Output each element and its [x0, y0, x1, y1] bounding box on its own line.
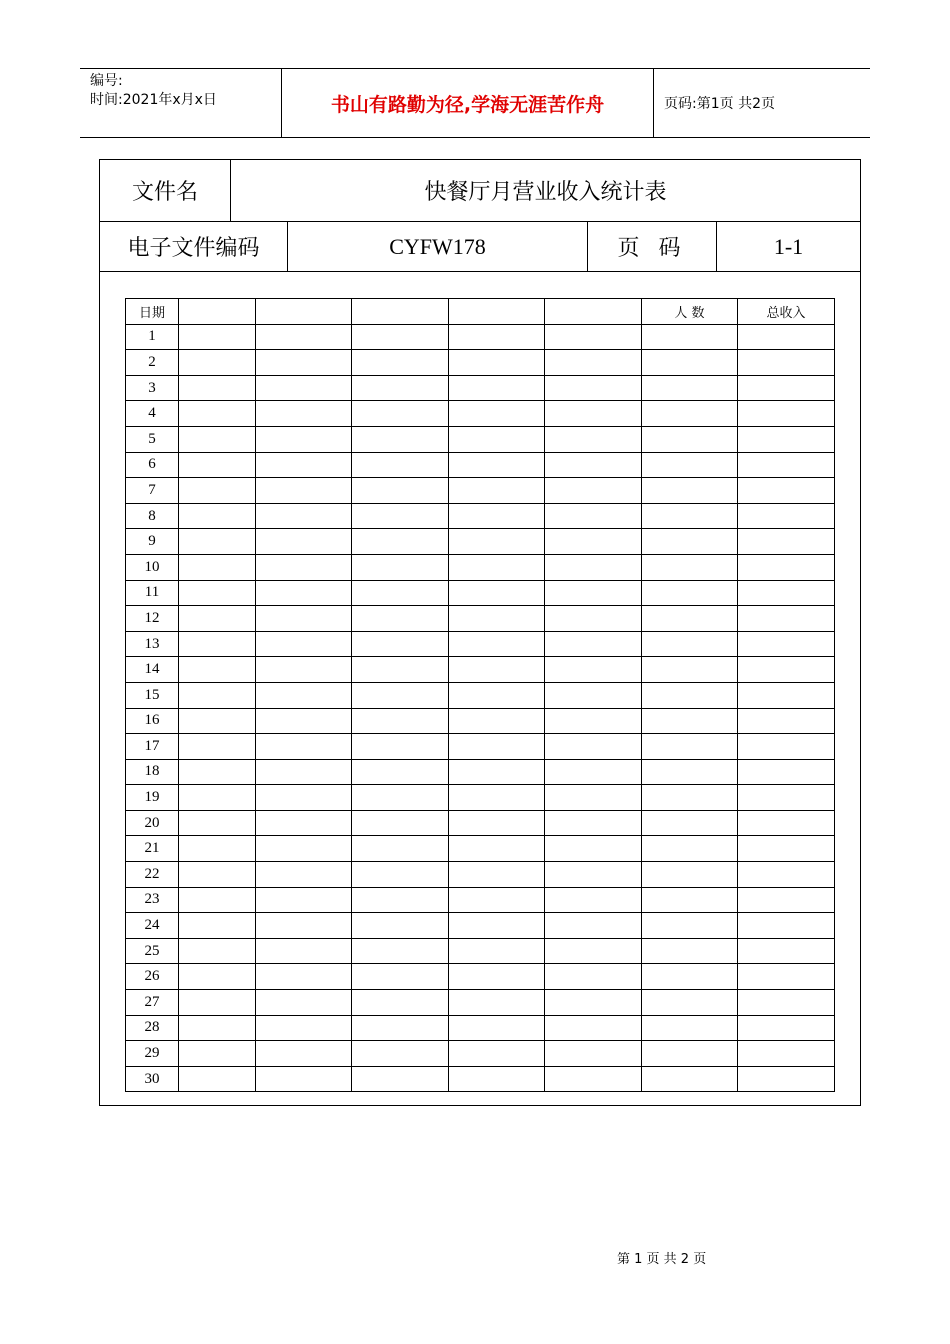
table-row — [126, 426, 835, 452]
table-row — [126, 606, 835, 632]
blank-cell[interactable] — [179, 887, 256, 913]
table-row — [126, 324, 835, 350]
total-income-cell[interactable] — [738, 810, 835, 836]
table-row — [126, 452, 835, 478]
people-count-cell[interactable] — [642, 478, 738, 504]
blank-cell[interactable] — [256, 657, 352, 683]
people-count-cell[interactable] — [642, 913, 738, 939]
blank-cell[interactable] — [256, 350, 352, 376]
blank-cell[interactable] — [256, 785, 352, 811]
blank-cell[interactable] — [256, 836, 352, 862]
date-cell: 13 — [126, 631, 179, 657]
date-cell: 9 — [126, 529, 179, 555]
blank-cell[interactable] — [179, 375, 256, 401]
blank-cell[interactable] — [352, 478, 449, 504]
blank-cell[interactable] — [545, 862, 642, 888]
blank-cell[interactable] — [545, 529, 642, 555]
table-row — [126, 887, 835, 913]
people-count-cell[interactable] — [642, 503, 738, 529]
header-blank-3 — [352, 299, 449, 325]
table-row — [126, 1066, 835, 1092]
blank-cell[interactable] — [256, 580, 352, 606]
people-count-cell[interactable] — [642, 887, 738, 913]
blank-cell[interactable] — [179, 1041, 256, 1067]
total-income-cell[interactable] — [738, 554, 835, 580]
blank-cell[interactable] — [449, 708, 545, 734]
people-count-cell[interactable] — [642, 554, 738, 580]
file-name-row — [100, 160, 860, 222]
date-cell: 2 — [126, 350, 179, 376]
blank-cell[interactable] — [449, 426, 545, 452]
time-label: 时间:2021年x月x日 — [90, 92, 217, 108]
blank-cell[interactable] — [352, 401, 449, 427]
blank-cell[interactable] — [256, 375, 352, 401]
page-header — [80, 68, 870, 138]
blank-cell[interactable] — [449, 1041, 545, 1067]
blank-cell[interactable] — [256, 324, 352, 350]
blank-cell[interactable] — [449, 1066, 545, 1092]
blank-cell[interactable] — [256, 734, 352, 760]
table-row — [126, 759, 835, 785]
blank-cell[interactable] — [352, 657, 449, 683]
people-count-cell[interactable] — [642, 708, 738, 734]
blank-cell[interactable] — [179, 657, 256, 683]
blank-cell[interactable] — [256, 1015, 352, 1041]
blank-cell[interactable] — [352, 606, 449, 632]
table-row — [126, 503, 835, 529]
blank-cell[interactable] — [352, 1066, 449, 1092]
date-cell: 19 — [126, 785, 179, 811]
statistics-form — [99, 159, 861, 1106]
blank-cell[interactable] — [449, 503, 545, 529]
date-cell: 28 — [126, 1015, 179, 1041]
blank-cell[interactable] — [256, 426, 352, 452]
blank-cell[interactable] — [179, 1066, 256, 1092]
date-cell: 16 — [126, 708, 179, 734]
total-income-cell[interactable] — [738, 657, 835, 683]
total-income-cell[interactable] — [738, 836, 835, 862]
table-row — [126, 478, 835, 504]
blank-cell[interactable] — [449, 401, 545, 427]
blank-cell[interactable] — [352, 785, 449, 811]
blank-cell[interactable] — [352, 350, 449, 376]
total-income-cell[interactable] — [738, 708, 835, 734]
blank-cell[interactable] — [256, 529, 352, 555]
blank-cell[interactable] — [179, 426, 256, 452]
total-income-cell[interactable] — [738, 734, 835, 760]
date-cell: 18 — [126, 759, 179, 785]
date-cell: 22 — [126, 862, 179, 888]
people-count-cell[interactable] — [642, 1015, 738, 1041]
date-cell: 12 — [126, 606, 179, 632]
date-cell: 1 — [126, 324, 179, 350]
table-row — [126, 913, 835, 939]
total-income-cell[interactable] — [738, 324, 835, 350]
table-row — [126, 631, 835, 657]
blank-cell[interactable] — [449, 682, 545, 708]
e-code-label: 电子文件编码 — [100, 222, 288, 271]
blank-cell[interactable] — [449, 350, 545, 376]
file-name-label: 文件名 — [100, 160, 231, 221]
blank-cell[interactable] — [352, 810, 449, 836]
blank-cell[interactable] — [352, 938, 449, 964]
revenue-table — [125, 298, 835, 1092]
people-count-cell[interactable] — [642, 580, 738, 606]
blank-cell[interactable] — [449, 759, 545, 785]
people-count-cell[interactable] — [642, 529, 738, 555]
blank-cell[interactable] — [545, 913, 642, 939]
blank-cell[interactable] — [256, 1041, 352, 1067]
date-cell: 11 — [126, 580, 179, 606]
total-income-cell[interactable] — [738, 606, 835, 632]
blank-cell[interactable] — [179, 452, 256, 478]
blank-cell[interactable] — [352, 375, 449, 401]
blank-cell[interactable] — [352, 1041, 449, 1067]
people-count-cell[interactable] — [642, 452, 738, 478]
date-cell: 20 — [126, 810, 179, 836]
page-footer: 第 1 页 共 2 页 — [617, 1252, 707, 1267]
blank-cell[interactable] — [545, 324, 642, 350]
blank-cell[interactable] — [352, 529, 449, 555]
date-cell: 3 — [126, 375, 179, 401]
blank-cell[interactable] — [352, 964, 449, 990]
blank-cell[interactable] — [179, 478, 256, 504]
date-cell: 15 — [126, 682, 179, 708]
blank-cell[interactable] — [449, 580, 545, 606]
total-income-cell[interactable] — [738, 452, 835, 478]
table-row — [126, 682, 835, 708]
blank-cell[interactable] — [449, 375, 545, 401]
people-count-cell[interactable] — [642, 862, 738, 888]
blank-cell[interactable] — [179, 529, 256, 555]
blank-cell[interactable] — [449, 324, 545, 350]
blank-cell[interactable] — [179, 836, 256, 862]
blank-cell[interactable] — [449, 887, 545, 913]
date-cell: 24 — [126, 913, 179, 939]
blank-cell[interactable] — [545, 810, 642, 836]
people-count-cell[interactable] — [642, 631, 738, 657]
blank-cell[interactable] — [449, 657, 545, 683]
people-count-cell[interactable] — [642, 1041, 738, 1067]
blank-cell[interactable] — [179, 682, 256, 708]
blank-cell[interactable] — [256, 862, 352, 888]
table-row — [126, 734, 835, 760]
table-row — [126, 708, 835, 734]
blank-cell[interactable] — [179, 580, 256, 606]
blank-cell[interactable] — [256, 708, 352, 734]
blank-cell[interactable] — [179, 990, 256, 1016]
table-row — [126, 862, 835, 888]
blank-cell[interactable] — [179, 554, 256, 580]
blank-cell[interactable] — [449, 554, 545, 580]
date-cell: 30 — [126, 1066, 179, 1092]
blank-cell[interactable] — [545, 478, 642, 504]
blank-cell[interactable] — [256, 759, 352, 785]
file-code-row — [100, 222, 860, 272]
blank-cell[interactable] — [545, 682, 642, 708]
total-income-cell[interactable] — [738, 1066, 835, 1092]
table-row — [126, 938, 835, 964]
people-count-cell[interactable] — [642, 350, 738, 376]
blank-cell[interactable] — [449, 836, 545, 862]
total-income-cell[interactable] — [738, 375, 835, 401]
table-row — [126, 375, 835, 401]
blank-cell[interactable] — [545, 580, 642, 606]
blank-cell[interactable] — [352, 580, 449, 606]
blank-cell[interactable] — [179, 1015, 256, 1041]
table-row — [126, 657, 835, 683]
blank-cell[interactable] — [352, 682, 449, 708]
blank-cell[interactable] — [449, 964, 545, 990]
header-total-income: 总收入 — [738, 299, 835, 325]
date-cell: 14 — [126, 657, 179, 683]
date-cell: 26 — [126, 964, 179, 990]
blank-cell[interactable] — [545, 785, 642, 811]
blank-cell[interactable] — [449, 862, 545, 888]
blank-cell[interactable] — [449, 631, 545, 657]
table-row — [126, 785, 835, 811]
date-cell: 29 — [126, 1041, 179, 1067]
blank-cell[interactable] — [545, 1015, 642, 1041]
blank-cell[interactable] — [545, 606, 642, 632]
blank-cell[interactable] — [449, 529, 545, 555]
blank-cell[interactable] — [449, 734, 545, 760]
blank-cell[interactable] — [352, 887, 449, 913]
blank-cell[interactable] — [545, 964, 642, 990]
blank-cell[interactable] — [352, 836, 449, 862]
total-income-cell[interactable] — [738, 478, 835, 504]
total-income-cell[interactable] — [738, 938, 835, 964]
blank-cell[interactable] — [179, 862, 256, 888]
table-row — [126, 964, 835, 990]
total-income-cell[interactable] — [738, 682, 835, 708]
total-income-cell[interactable] — [738, 785, 835, 811]
blank-cell[interactable] — [256, 554, 352, 580]
blank-cell[interactable] — [352, 631, 449, 657]
table-row — [126, 554, 835, 580]
blank-cell[interactable] — [256, 1066, 352, 1092]
blank-cell[interactable] — [449, 452, 545, 478]
table-row — [126, 836, 835, 862]
total-income-cell[interactable] — [738, 990, 835, 1016]
people-count-cell[interactable] — [642, 785, 738, 811]
total-income-cell[interactable] — [738, 350, 835, 376]
blank-cell[interactable] — [256, 887, 352, 913]
blank-cell[interactable] — [179, 785, 256, 811]
blank-cell[interactable] — [545, 375, 642, 401]
blank-cell[interactable] — [449, 478, 545, 504]
date-cell: 4 — [126, 401, 179, 427]
table-row — [126, 580, 835, 606]
total-income-cell[interactable] — [738, 631, 835, 657]
blank-cell[interactable] — [256, 401, 352, 427]
total-income-cell[interactable] — [738, 401, 835, 427]
people-count-cell[interactable] — [642, 938, 738, 964]
date-cell: 6 — [126, 452, 179, 478]
total-income-cell[interactable] — [738, 503, 835, 529]
blank-cell[interactable] — [256, 631, 352, 657]
blank-cell[interactable] — [545, 350, 642, 376]
page-value: 1-1 — [773, 233, 804, 259]
blank-cell[interactable] — [352, 862, 449, 888]
date-cell: 7 — [126, 478, 179, 504]
date-cell: 23 — [126, 887, 179, 913]
blank-cell[interactable] — [545, 554, 642, 580]
total-income-cell[interactable] — [738, 1015, 835, 1041]
blank-cell[interactable] — [352, 426, 449, 452]
people-count-cell[interactable] — [642, 657, 738, 683]
people-count-cell[interactable] — [642, 1066, 738, 1092]
blank-cell[interactable] — [352, 759, 449, 785]
blank-cell[interactable] — [352, 554, 449, 580]
table-row — [126, 350, 835, 376]
date-cell: 27 — [126, 990, 179, 1016]
blank-cell[interactable] — [256, 913, 352, 939]
blank-cell[interactable] — [256, 964, 352, 990]
page-label: 页 码 — [588, 222, 717, 271]
blank-cell[interactable] — [179, 401, 256, 427]
header-meta — [80, 69, 282, 137]
blank-cell[interactable] — [545, 836, 642, 862]
blank-cell[interactable] — [449, 810, 545, 836]
people-count-cell[interactable] — [642, 606, 738, 632]
table-body — [126, 324, 835, 1092]
people-count-cell[interactable] — [642, 836, 738, 862]
blank-cell[interactable] — [352, 324, 449, 350]
table-header-row — [126, 299, 835, 325]
blank-cell[interactable] — [545, 708, 642, 734]
total-income-cell[interactable] — [738, 759, 835, 785]
header-blank-2 — [256, 299, 352, 325]
number-label: 编号: — [90, 73, 123, 89]
date-cell: 10 — [126, 554, 179, 580]
blank-cell[interactable] — [179, 631, 256, 657]
date-cell: 17 — [126, 734, 179, 760]
blank-cell[interactable] — [449, 785, 545, 811]
blank-cell[interactable] — [256, 452, 352, 478]
date-cell: 25 — [126, 938, 179, 964]
blank-cell[interactable] — [256, 503, 352, 529]
people-count-cell[interactable] — [642, 990, 738, 1016]
table-row — [126, 529, 835, 555]
header-blank-4 — [449, 299, 545, 325]
header-blank-1 — [179, 299, 256, 325]
table-row — [126, 810, 835, 836]
blank-cell[interactable] — [179, 606, 256, 632]
blank-cell[interactable] — [545, 938, 642, 964]
blank-cell[interactable] — [179, 324, 256, 350]
blank-cell[interactable] — [256, 990, 352, 1016]
total-income-cell[interactable] — [738, 913, 835, 939]
blank-cell[interactable] — [545, 887, 642, 913]
header-people-count: 人 数 — [642, 299, 738, 325]
date-cell: 5 — [126, 426, 179, 452]
blank-cell[interactable] — [449, 990, 545, 1016]
blank-cell[interactable] — [256, 606, 352, 632]
header-date: 日期 — [126, 299, 179, 325]
total-income-cell[interactable] — [738, 1041, 835, 1067]
total-income-cell[interactable] — [738, 887, 835, 913]
blank-cell[interactable] — [449, 938, 545, 964]
blank-cell[interactable] — [352, 452, 449, 478]
date-cell: 8 — [126, 503, 179, 529]
blank-cell[interactable] — [545, 734, 642, 760]
blank-cell[interactable] — [545, 426, 642, 452]
total-income-cell[interactable] — [738, 426, 835, 452]
blank-cell[interactable] — [449, 1015, 545, 1041]
total-income-cell[interactable] — [738, 580, 835, 606]
table-row — [126, 1041, 835, 1067]
people-count-cell[interactable] — [642, 734, 738, 760]
blank-cell[interactable] — [179, 759, 256, 785]
blank-cell[interactable] — [179, 964, 256, 990]
blank-cell[interactable] — [545, 401, 642, 427]
blank-cell[interactable] — [545, 1066, 642, 1092]
file-name-value: 快餐厅月营业收入统计表 — [424, 180, 667, 205]
e-code-value: CYFW178 — [288, 222, 588, 271]
blank-cell[interactable] — [545, 631, 642, 657]
blank-cell[interactable] — [352, 708, 449, 734]
people-count-cell[interactable] — [642, 324, 738, 350]
blank-cell[interactable] — [179, 503, 256, 529]
people-count-cell[interactable] — [642, 401, 738, 427]
table-row — [126, 401, 835, 427]
total-income-cell[interactable] — [738, 964, 835, 990]
blank-cell[interactable] — [545, 1041, 642, 1067]
blank-cell[interactable] — [449, 913, 545, 939]
blank-cell[interactable] — [545, 503, 642, 529]
header-page-info: 页码:第1页 共2页 — [664, 96, 775, 112]
blank-cell[interactable] — [545, 990, 642, 1016]
header-motto: 书山有路勤为径,学海无涯苦作舟 — [282, 69, 654, 137]
date-cell: 21 — [126, 836, 179, 862]
header-blank-5 — [545, 299, 642, 325]
blank-cell[interactable] — [256, 938, 352, 964]
blank-cell[interactable] — [545, 759, 642, 785]
people-count-cell[interactable] — [642, 810, 738, 836]
blank-cell[interactable] — [352, 503, 449, 529]
table-row — [126, 990, 835, 1016]
total-income-cell[interactable] — [738, 862, 835, 888]
blank-cell[interactable] — [256, 478, 352, 504]
blank-cell[interactable] — [352, 990, 449, 1016]
people-count-cell[interactable] — [642, 375, 738, 401]
blank-cell[interactable] — [179, 913, 256, 939]
people-count-cell[interactable] — [642, 426, 738, 452]
people-count-cell[interactable] — [642, 964, 738, 990]
blank-cell[interactable] — [352, 1015, 449, 1041]
blank-cell[interactable] — [179, 938, 256, 964]
blank-cell[interactable] — [449, 606, 545, 632]
blank-cell[interactable] — [545, 657, 642, 683]
blank-cell[interactable] — [256, 682, 352, 708]
total-income-cell[interactable] — [738, 529, 835, 555]
table-row — [126, 1015, 835, 1041]
people-count-cell[interactable] — [642, 682, 738, 708]
blank-cell[interactable] — [179, 734, 256, 760]
blank-cell[interactable] — [256, 810, 352, 836]
blank-cell[interactable] — [179, 350, 256, 376]
blank-cell[interactable] — [179, 708, 256, 734]
blank-cell[interactable] — [179, 810, 256, 836]
blank-cell[interactable] — [545, 452, 642, 478]
blank-cell[interactable] — [352, 913, 449, 939]
blank-cell[interactable] — [352, 734, 449, 760]
people-count-cell[interactable] — [642, 759, 738, 785]
